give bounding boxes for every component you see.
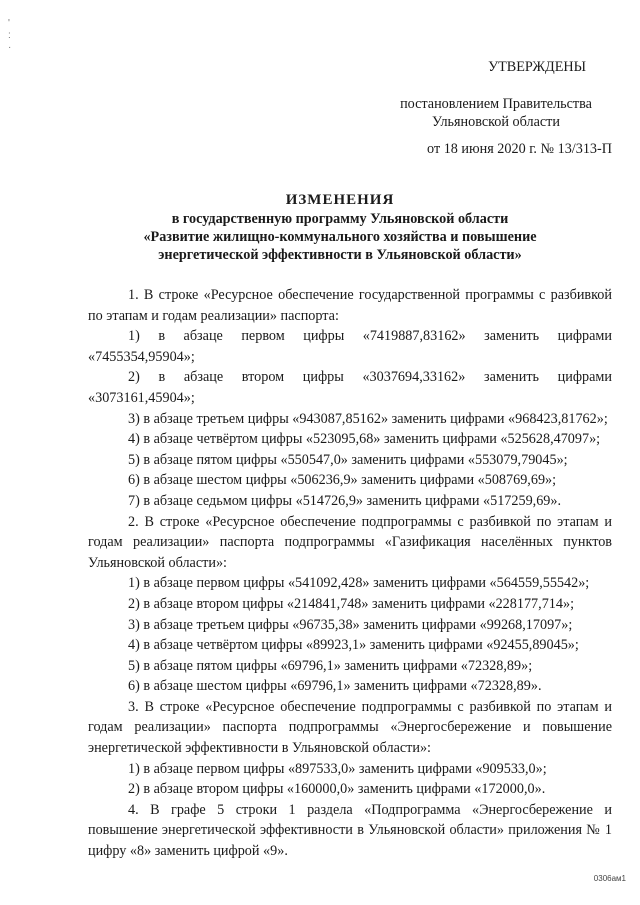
paragraph-2-item-4: 4) в абзаце четвёртом цифры «89923,1» заменить цифрами «92455,89045»; [128,637,579,654]
document-body [88,285,612,862]
paragraph-2-item-3: 3) в абзаце третьем цифры «96735,38» заменить цифрами «99268,17097»; [128,616,573,633]
paragraph-2-item-5: 5) в абзаце пятом цифры «69796,1» заменить цифрами «72328,89»; [128,657,533,674]
title-main: ИЗМЕНЕНИЯ [285,192,395,208]
approval-line-1: постановлением Правительства [400,96,592,112]
title-line-1: в государственную программу Ульяновской области [171,211,509,227]
title-line-3: энергетической эффективности в Ульяновской области» [158,247,522,263]
paragraph-1-item-3: 3) в абзаце третьем цифры «943087,85162» заменить цифрами «968423,81762»; [128,410,608,427]
document-code: 0306ам1 [593,874,626,883]
paragraph-3-item-1: 1) в абзаце первом цифры «897533,0» заменить цифрами «909533,0»; [128,760,547,777]
approval-authority [380,95,612,131]
paragraph-4: 4. В графе 5 строки 1 раздела «Подпрограмма «Энергосбережение и повышение энергетической эффективности в Ульяновской области» приложения № 1 цифру «8» заменить цифрой «9». [88,801,612,860]
paragraph-3: 3. В строке «Ресурсное обеспечение подпрограммы с разбивкой по этапам и годам реализации» паспорта подпрограммы «Энергосбережение и повышение энергетической эффективности в Ульяновской области»: [88,698,612,757]
paragraph-2-item-1: 1) в абзаце первом цифры «541092,428» заменить цифрами «564559,55542»; [128,575,590,592]
paragraph-1-item-2: 2) в абзаце втором цифры «3037694,33162» заменить цифрами «3073161,45904»; [88,369,612,406]
title-line-2: «Развитие жилищно-коммунального хозяйства и повышение [143,229,537,245]
approval-line-2: Ульяновской области [432,114,560,130]
order-reference: от 18 июня 2020 г. № 13/313-П [427,141,612,157]
paragraph-1-item-7: 7) в абзаце седьмом цифры «514726,9» заменить цифрами «517259,69». [128,492,562,509]
paragraph-2-item-6: 6) в абзаце шестом цифры «69796,1» заменить цифрами «72328,89». [128,678,542,695]
document-title [80,190,600,264]
paragraph-3-item-2: 2) в абзаце втором цифры «160000,0» заменить цифрами «172000,0». [128,781,546,798]
paragraph-1-item-5: 5) в абзаце пятом цифры «550547,0» заменить цифрами «553079,79045»; [128,451,568,468]
scan-marks: ' : · [8,18,12,53]
paragraph-2: 2. В строке «Ресурсное обеспечение подпрограммы с разбивкой по этапам и годам реализации» паспорта подпрограммы «Газификация населённых пунктов Ульяновской области»: [88,513,612,571]
paragraph-2-item-2: 2) в абзаце втором цифры «214841,748» заменить цифрами «228177,714»; [128,595,575,612]
paragraph-1-item-4: 4) в абзаце четвёртом цифры «523095,68» заменить цифрами «525628,47097»; [128,431,601,448]
paragraph-1: 1. В строке «Ресурсное обеспечение государственной программы с разбивкой по этапам и годам реализации» паспорта: [88,287,612,324]
paragraph-1-item-6: 6) в абзаце шестом цифры «506236,9» заменить цифрами «508769,69»; [128,472,557,489]
approved-label: УТВЕРЖДЕНЫ [488,59,586,75]
paragraph-1-item-1: 1) в абзаце первом цифры «7419887,83162» заменить цифрами «7455354,95904»; [88,328,612,365]
